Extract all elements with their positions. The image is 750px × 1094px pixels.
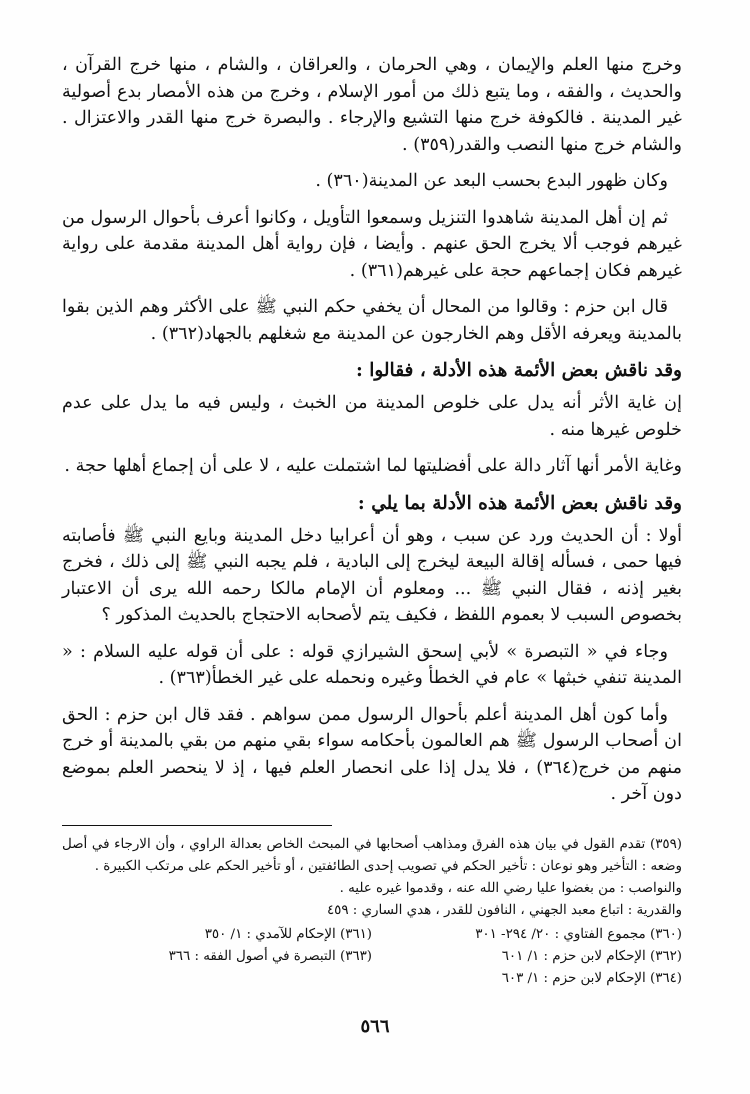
body-paragraph: وأما كون أهل المدينة أعلم بأحوال الرسول ممن سواهم . فقد قال ابن حزم : الحق ان أصحاب الرسول ﷺ هم العالمون بأحكامه سواء بقي منهم من بقي بالمدينة أو خرج منهم من خرج(٣٦٤) ، فلا يدل إذا على انحصار العلم فيها ، إذ لا ينحصر العلم بموضع دون آخر . <box>62 704 682 804</box>
footnote: والقدرية : اتباع معبد الجهني ، النافون للقدر ، هدي الساري : ٤٥٩ <box>326 903 682 918</box>
reference-row <box>62 946 682 968</box>
reference-item: (٣٦٤) الإحكام لابن حزم : ١/ ٦٠٣ <box>501 971 682 986</box>
reference-item: (٣٦٢) الإحكام لابن حزم : ١/ ٦٠١ <box>501 949 682 964</box>
body-paragraph: وجاء في « التبصرة » لأبي إسحق الشيرازي قوله : على أن قوله عليه السلام : « المدينة تنفي خبثها » عام في الخطأ وغيره ونحمله على غير الخطأ(٣٦٣) . <box>62 641 682 688</box>
body-paragraph: إن غاية الأثر أنه يدل على خلوص المدينة من الخبث ، وليس فيه ما يدل على عدم خلوص غيرها منه . <box>62 393 682 440</box>
body-paragraph: وغاية الأمر أنها آثار دالة على أفضليتها لما اشتملت عليه ، لا على أن إجماع أهلها حجة . <box>64 456 682 476</box>
reference-item: (٣٦٠) مجموع الفتاوي : ٢٠/ ٢٩٤- ٣٠١ <box>475 927 682 942</box>
reference-item: (٣٦١) الإحكام للآمدي : ١/ ٣٥٠ <box>204 927 372 942</box>
footnote-divider <box>62 825 332 826</box>
footnote-references <box>62 924 682 990</box>
body-paragraph: قال ابن حزم : وقالوا من المحال أن يخفي حكم النبي ﷺ على الأكثر وهم الذين بقوا بالمدينة ويعرفه الأقل وهم الخارجون عن المدينة مع شغلهم بالجهاد(٣٦٢) . <box>62 297 682 344</box>
body-paragraph: أولا : أن الحديث ورد عن سبب ، وهو أن أعرابيا دخل المدينة وبايع النبي ﷺ فأصابته فيها حمى ، فسأله إقالة البيعة ليخرج إلى البادية ، فلم يجبه النبي ﷺ إلى ذلك ، فخرج بغير إذنه ، فقال النبي ﷺ ... ومعلوم أن الإمام مالكا رحمه الله يرى أن الاعتبار بخصوص السبب لا بعموم اللفظ ، فكيف يتم لأصحابه الاحتجاج بالحديث المذكور ؟ <box>62 525 682 625</box>
body-paragraph: وكان ظهور البدع بحسب البعد عن المدينة(٣٦٠) . <box>315 171 668 191</box>
reference-item <box>62 968 372 990</box>
page-body <box>62 52 682 986</box>
body-paragraph: ثم إن أهل المدينة شاهدوا التنزيل وسمعوا التأويل ، وكانوا أعرف بأحوال الرسول من غيرهم فوجب ألا يخرج الحق عنهم . وأيضا ، فإن رواية أهل المدينة مقدمة على رواية غيرهم فكان إجماعهم حجة على غيرهم(٣٦١) . <box>62 207 682 281</box>
footnote: (٣٥٩) تقدم القول في بيان هذه الفرق ومذاهب أصحابها في المبحث الخاص بعدالة الراوي ، وأن الارجاء في أصل وضعه : التأخير وهو نوعان : تأخير الحكم في تصويب إحدى الطائفتين ، أو تأخير الحكم على مرتكب الكبيرة . <box>62 837 682 874</box>
section-heading: وقد ناقش بعض الأئمة هذه الأدلة ، فقالوا : <box>355 360 682 381</box>
body-paragraph: وخرج منها العلم والإيمان ، وهي الحرمان ، والعراقان ، والشام ، منها خرج القرآن ، والحديث ، والفقه ، وما يتبع ذلك من أمور الإسلام ، وخرج من هذه الأمصار بدع أصولية غير المدينة . فالكوفة خرج منها التشيع والإرجاء . والبصرة خرج منها القدر والاعتزال . والشام خرج منها النصب والقدر(٣٥٩) . <box>62 55 682 155</box>
footnote: والنواصب : من بغضوا عليا رضي الله عنه ، وقدموا غيره عليه . <box>339 881 682 896</box>
page-number: ٥٦٦ <box>360 1016 390 1037</box>
footnotes-section <box>62 834 682 990</box>
reference-row <box>62 968 682 990</box>
reference-item: (٣٦٣) التبصرة في أصول الفقه : ٣٦٦ <box>168 949 372 964</box>
section-heading: وقد ناقش بعض الأئمة هذه الأدلة بما يلي : <box>357 492 682 514</box>
reference-row <box>62 924 682 946</box>
